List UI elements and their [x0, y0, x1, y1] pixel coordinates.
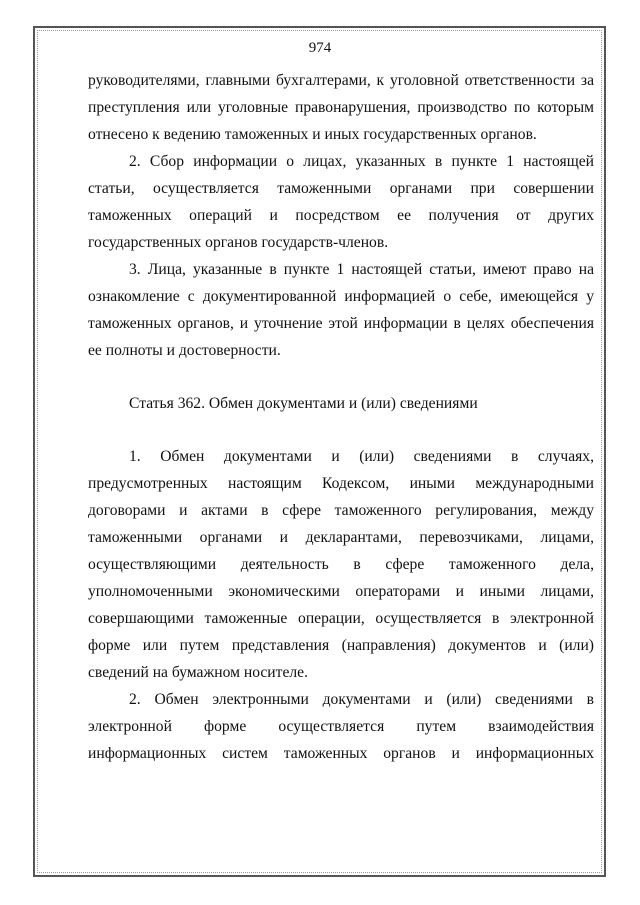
article-paragraph-2: 2. Обмен электронными документами и (или) сведениями в электронной форме осуществляется путем взаимодействия информационных систем таможенных органов и информационных: [88, 691, 594, 762]
article-heading: Статья 362. Обмен документами и (или) сведениями: [129, 395, 478, 412]
article-paragraph-1: 1. Обмен документами и (или) сведениями в случаях, предусмотренных настоящим Кодексом, иными международными договорами и актами в сфере таможенного регулирования, между таможенными органами и декларантами, перевозчиками, лицами, осуществляющими деятельность в сфере таможенного дела, уполномоченными экономическими операторами и иными лицами, совершающими таможенные операции, осуществляется в электронной форме или путем представления (направления) документов и (или) сведений на бумажном носителе.: [88, 448, 594, 681]
paragraph-item-3: 3. Лица, указанные в пункте 1 настоящей статьи, имеют право на ознакомление с документированной информацией о себе, имеющейся у таможенных органов, и уточнение этой информации в целях обеспечения ее полноты и достоверности.: [88, 261, 594, 359]
document-body: [88, 67, 594, 767]
paragraph-continuation: руководителями, главными бухгалтерами, к уголовной ответственности за преступления или уголовные правонарушения, производство по которым отнесено к ведению таможенных и иных государственных органов.: [88, 72, 594, 143]
page-number: 974: [308, 40, 332, 56]
paragraph-item-2: 2. Сбор информации о лицах, указанных в пункте 1 настоящей статьи, осуществляется таможенными органами при совершении таможенных операций и посредством ее получения от других государственных органов государств-членов.: [88, 153, 594, 251]
